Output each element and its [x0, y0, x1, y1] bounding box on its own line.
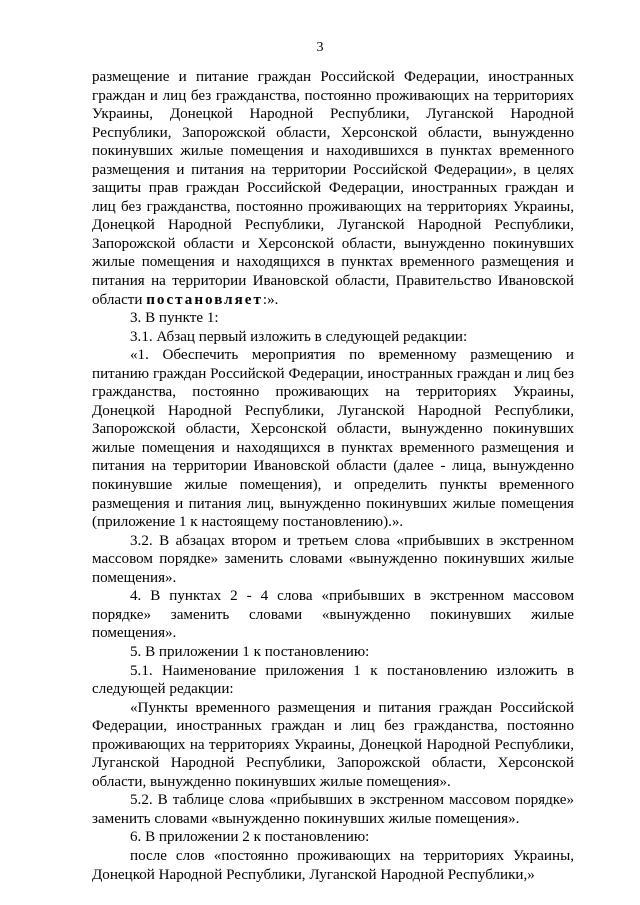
- paragraph-item-5: 5. В приложении 1 к постановлению:: [130, 643, 370, 660]
- paragraph-item-6: 6. В приложении 2 к постановлению:: [130, 829, 370, 846]
- paragraph-item-3-2: 3.2. В абзацах втором и третьем слова «прибывших в экстренном массовом порядке» заменить словами «вынужденно покинувших жилые помещения».: [92, 532, 574, 586]
- paragraph-item-5-2: 5.2. В таблице слова «прибывших в экстренном массовом порядке» заменить словами «вынужденно покинувших жилые помещения».: [92, 792, 574, 827]
- paragraph-quote-1: «1. Обеспечить мероприятия по временному размещению и питанию граждан Российской Федерации, иностранных граждан и лиц без гражданства, постоянно проживающих на территориях Украины, Донецкой Народной Республики, Луганской Народной Республики, Запорожской области, Херсонской области, вынужденно покинувших жилые помещения и находящихся в пунктах временного размещения и питания на территории Ивановской области (далее - лица, вынужденно покинувшие жилые помещения), и определить пункты временного размещения и питания лиц, вынужденно покинувших жилые помещения (приложение 1 к настоящему постановлению).».: [92, 347, 574, 531]
- paragraph-text: :».: [262, 291, 279, 308]
- paragraph-item-3: 3. В пункте 1:: [130, 310, 219, 327]
- paragraph-item-3-1: 3.1. Абзац первый изложить в следующей редакции:: [130, 328, 468, 345]
- paragraph-quote-title: «Пункты временного размещения и питания граждан Российской Федерации, иностранных граждан и лиц без гражданства, постоянно проживающих на территориях Украины, Донецкой Народной Республики, Луганской Народной Республики, Запорожской области, Херсонской области, вынужденно покинувших жилые помещения».: [92, 699, 574, 790]
- document-body: [92, 68, 574, 884]
- paragraph-item-6-text: после слов «постоянно проживающих на территориях Украины, Донецкой Народной Республики, Луганской Народной Республики,»: [92, 847, 574, 883]
- paragraph-continuation: [92, 68, 574, 309]
- resolution-keyword: постановляет: [146, 291, 263, 308]
- paragraph-text: размещение и питание граждан Российской Федерации, иностранных граждан и лиц без гражданства, постоянно проживающих на территориях Украины, Донецкой Народной Республики, Луганской Народной Республики, Запорожской области, Херсонской области, вынужденно покинувших жилые помещения и находившихся в пунктах временного размещения и питания на территории Российской Федерации», в целях защиты прав граждан Российской Федерации, иностранных граждан и лиц без гражданства, постоянно проживающих на территориях Украины, Донецкой Народной Республики, Луганской Народной Республики, Запорожской области и Херсонской области, вынужденно покинувших жилые помещения и находящихся в пунктах временного размещения и питания на территории Ивановской области, Правительство Ивановской области: [92, 69, 574, 308]
- page-number: 3: [316, 40, 324, 55]
- paragraph-item-5-1: 5.1. Наименование приложения 1 к постановлению изложить в следующей редакции:: [92, 662, 574, 698]
- paragraph-item-4: 4. В пунктах 2 - 4 слова «прибывших в экстренном массовом порядке» заменить словами «вынужденно покинувших жилые помещения».: [92, 588, 574, 642]
